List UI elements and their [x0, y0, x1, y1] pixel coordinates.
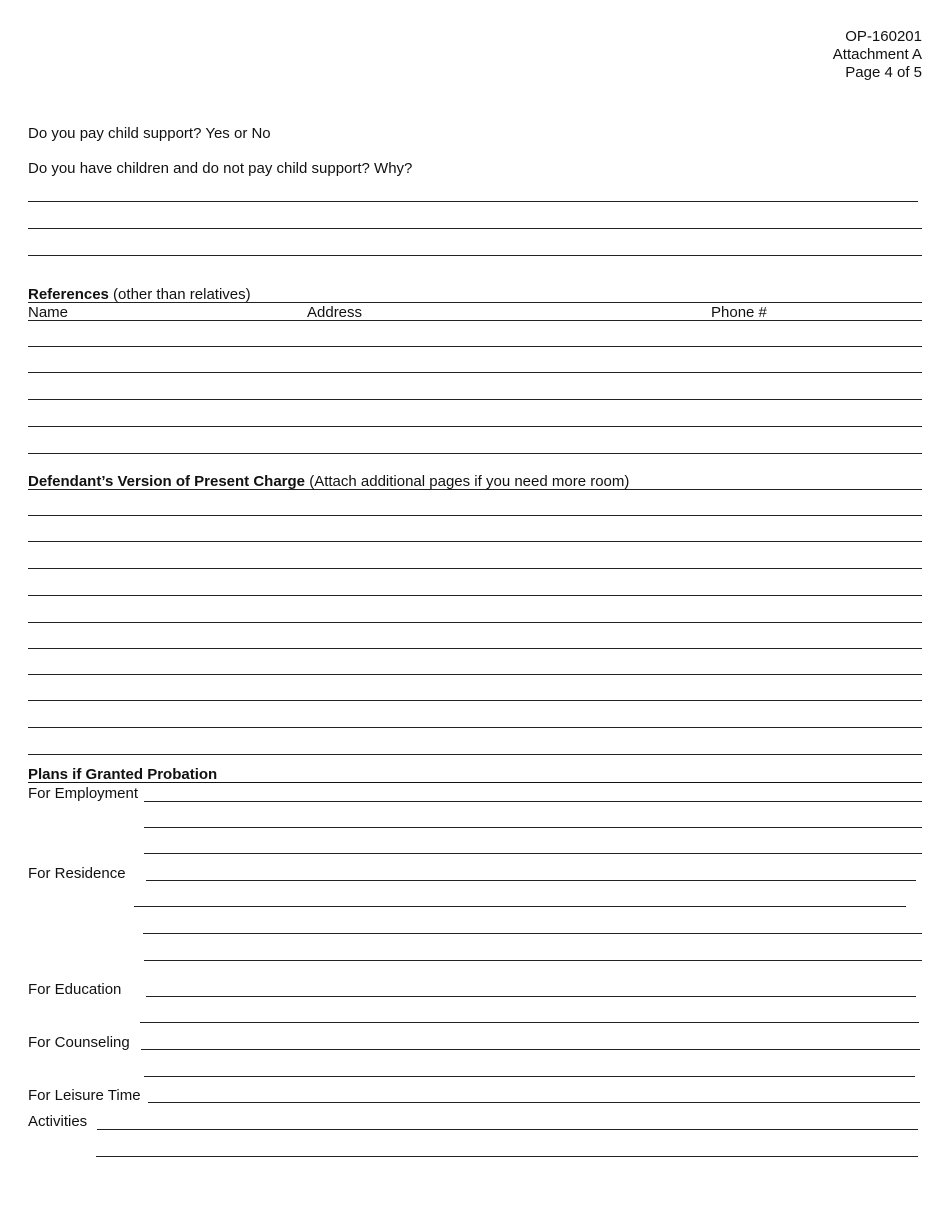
references-col-phone: Phone #: [711, 304, 767, 321]
references-col-name: Name: [28, 304, 69, 321]
probation-plans-heading-rule: [28, 782, 922, 783]
children-no-support-question: Do you have children and do not pay child support? Why?: [28, 160, 413, 177]
defendant-version-line[interactable]: [28, 515, 922, 516]
reference-entry-line[interactable]: [28, 372, 922, 373]
references-column-rule: [28, 320, 922, 321]
references-title: References: [28, 286, 109, 303]
activities-line[interactable]: [97, 1129, 918, 1130]
form-header: [833, 28, 922, 82]
residence-line[interactable]: [146, 880, 916, 881]
reference-entry-line[interactable]: [28, 453, 922, 454]
employment-line[interactable]: [144, 827, 922, 828]
child-support-answer-line[interactable]: [28, 255, 922, 256]
attachment-label: Attachment A: [832, 46, 922, 63]
leisure-time-label: For Leisure Time: [28, 1087, 141, 1104]
references-heading-rule: [28, 302, 922, 303]
activities-label: Activities: [28, 1113, 88, 1130]
leisure-time-line[interactable]: [148, 1102, 920, 1103]
defendant-version-line[interactable]: [28, 568, 922, 569]
probation-plans-title: Plans if Granted Probation: [28, 766, 218, 783]
references-col-address: Address: [307, 304, 363, 321]
residence-line[interactable]: [144, 960, 922, 961]
defendant-version-line[interactable]: [28, 727, 922, 728]
phone-column-rule: [810, 320, 922, 321]
residence-line[interactable]: [143, 933, 922, 934]
defendant-version-line[interactable]: [28, 674, 922, 675]
defendant-version-line[interactable]: [28, 622, 922, 623]
reference-entry-line[interactable]: [28, 346, 922, 347]
education-line[interactable]: [140, 1022, 919, 1023]
education-line[interactable]: [146, 996, 916, 997]
defendant-version-subtitle: (Attach additional pages if you need more room): [305, 473, 630, 490]
counseling-line[interactable]: [141, 1049, 920, 1050]
defendant-version-line[interactable]: [28, 595, 922, 596]
defendant-version-line[interactable]: [28, 541, 922, 542]
counseling-line[interactable]: [144, 1076, 915, 1077]
references-subtitle: (other than relatives): [108, 286, 251, 303]
residence-label: For Residence: [28, 865, 126, 882]
employment-line[interactable]: [144, 801, 922, 802]
reference-entry-line[interactable]: [28, 399, 922, 400]
defendant-version-line[interactable]: [28, 648, 922, 649]
defendant-version-line[interactable]: [28, 754, 922, 755]
page-number: Page 4 of 5: [845, 64, 922, 81]
child-support-question: Do you pay child support? Yes or No: [28, 125, 271, 142]
form-number: OP-160201: [845, 28, 922, 45]
child-support-answer-line[interactable]: [28, 228, 922, 229]
employment-line[interactable]: [144, 853, 922, 854]
activities-line[interactable]: [96, 1156, 918, 1157]
child-support-answer-line[interactable]: [28, 201, 918, 202]
employment-label: For Employment: [28, 785, 139, 802]
defendant-version-title: Defendant’s Version of Present Charge: [28, 473, 306, 490]
counseling-label: For Counseling: [28, 1034, 130, 1051]
education-label: For Education: [28, 981, 122, 998]
defendant-version-line[interactable]: [28, 700, 922, 701]
reference-entry-line[interactable]: [28, 426, 922, 427]
residence-line[interactable]: [134, 906, 906, 907]
defendant-version-heading-rule: [28, 489, 922, 490]
